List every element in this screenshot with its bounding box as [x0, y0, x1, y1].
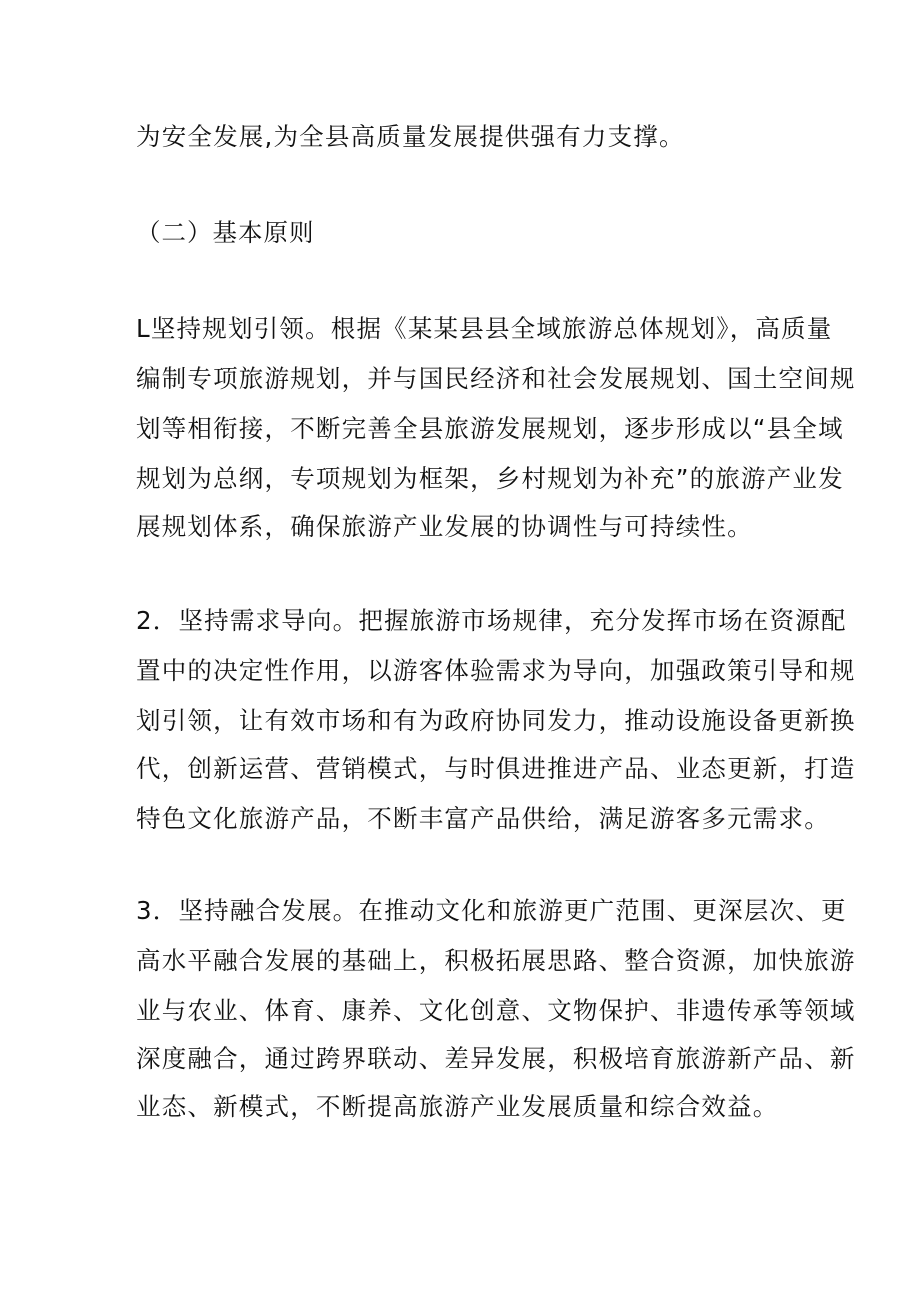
paragraph-line: 规划为总纲，专项规划为框架，乡村规划为补充”的旅游产业发: [136, 464, 844, 493]
paragraph-line: 高水平融合发展的基础上，积极拓展思路、整合资源，加快旅游: [136, 946, 856, 975]
intro-line: 为安全发展,为全县高质量发展提供强有力支撑。: [136, 122, 685, 151]
paragraph-line: 编制专项旅游规划，并与国民经济和社会发展规划、国土空间规: [136, 364, 856, 393]
paragraph-line: 划等相衔接，不断完善全县旅游发展规划，逐步形成以“县全域: [136, 414, 844, 443]
paragraph-line: 代，创新运营、营销模式，与时俱进推进产品、业态更新，打造: [136, 754, 856, 783]
paragraph-line: 划引领，让有效市场和有为政府协同发力，推动设施设备更新换: [136, 706, 856, 735]
paragraph-line: 深度融合，通过跨界联动、差异发展，积极培育旅游新产品、新: [136, 1044, 856, 1073]
paragraph-line: L坚持规划引领。根据《某某县县全域旅游总体规划》，高质量: [136, 314, 833, 343]
paragraph-line: 3．坚持融合发展。在推动文化和旅游更广范围、更深层次、更: [136, 896, 847, 925]
paragraph-line: 置中的决定性作用，以游客体验需求为导向，加强政策引导和规: [136, 656, 856, 685]
paragraph-line: 展规划体系，确保旅游产业发展的协调性与可持续性。: [136, 512, 753, 541]
paragraph-line: 2．坚持需求导向。把握旅游市场规律，充分发挥市场在资源配: [136, 606, 847, 635]
paragraph-line: 特色文化旅游产品，不断丰富产品供给，满足游客多元需求。: [136, 804, 830, 833]
paragraph-line: 业与农业、体育、康养、文化创意、文物保护、非遗传承等领域: [136, 996, 856, 1025]
section-heading: （二）基本原则: [136, 218, 315, 247]
paragraph-line: 业态、新模式，不断提高旅游产业发展质量和综合效益。: [136, 1092, 779, 1121]
